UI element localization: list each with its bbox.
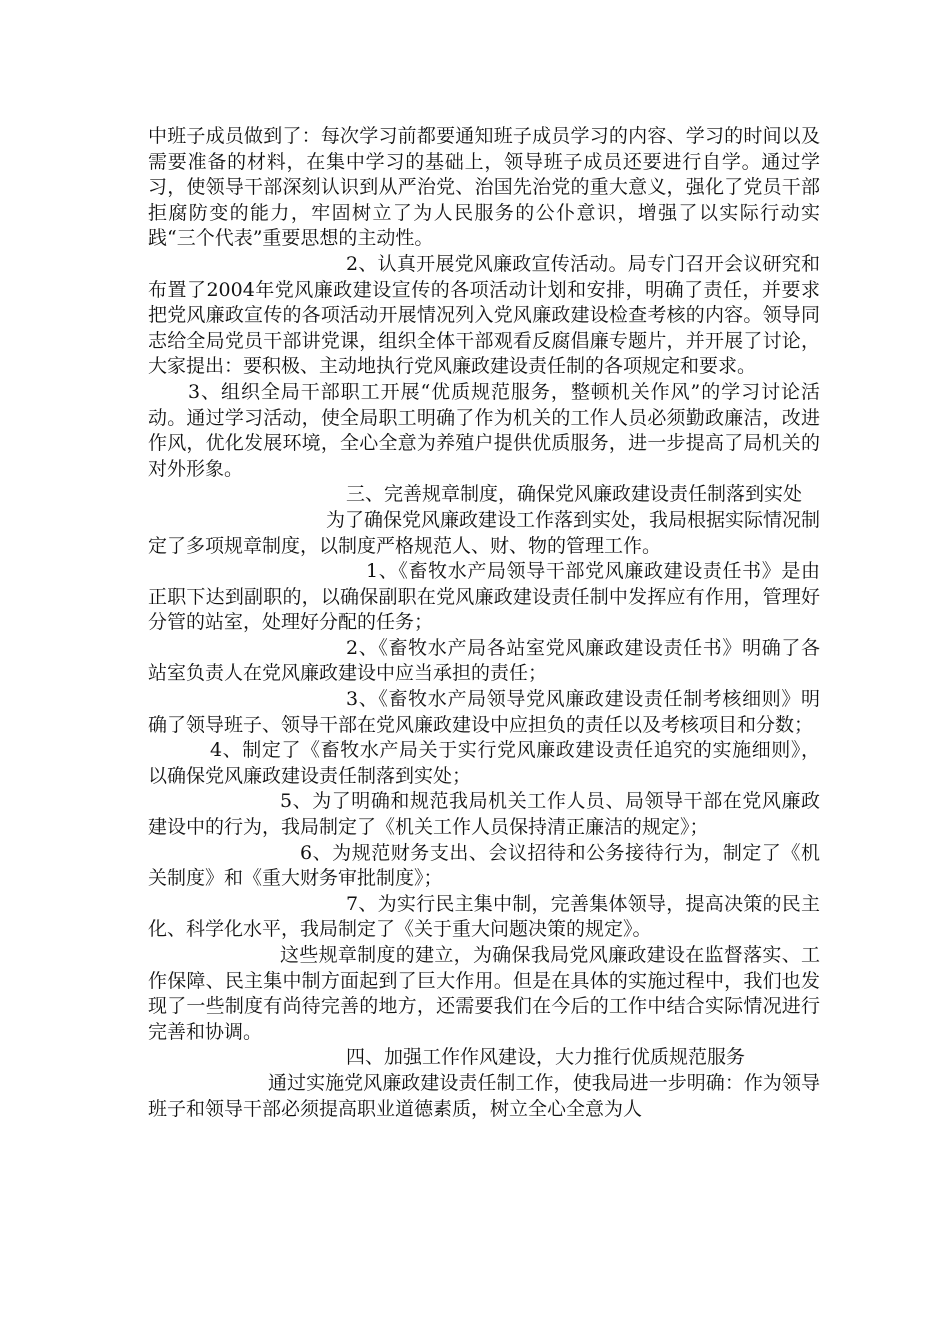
document-body [148,124,820,1122]
paragraph-work-style: 通过实施党风廉政建设责任制工作，使我局进一步明确：作为领导班子和领导干部必须提高职业道德素质，树立全心全意为人 [148,1071,820,1120]
paragraph-rule-4: 4、制定了《畜牧水产局关于实行党风廉政建设责任追究的实施细则》，以确保党风廉政建设责任制落到实处； [148,739,820,787]
paragraph-rule-7: 7、为实行民主集中制，完善集体领导，提高决策的民主化、科学化水平，我局制定了《关于重大问题决策的规定》。 [148,892,820,941]
section-heading-3: 三、完善规章制度，确保党风廉政建设责任制落到实处 [346,483,803,506]
paragraph-item-3-discussion: 3、组织全局干部职工开展“优质规范服务，整顿机关作风”的学习讨论活动。通过学习活动，使全局职工明确了作为机关的工作人员必须勤政廉洁，改进作风，优化发展环境，全心全意为养殖户提供优质服务，进一步提高了局机关的对外形象。 [148,380,820,480]
paragraph-item-2-publicity: 2、认真开展党风廉政宣传活动。局专门召开会议研究和布置了2004年党风廉政建设宣传的各项活动计划和安排，明确了责任，并要求把党风廉政宣传的各项活动开展情况列入党风廉政建设检查考核的内容。领导同志给全局党员干部讲党课，组织全体干部观看反腐倡廉专题片，并开展了讨论，大家提出：要积极、主动地执行党风廉政建设责任制的各项规定和要求。 [148,252,820,378]
paragraph-regulations-summary: 这些规章制度的建立，为确保我局党风廉政建设在监督落实、工作保障、民主集中制方面起到了巨大作用。但是在具体的实施过程中，我们也发现了一些制度有尚待完善的地方，还需要我们在今后的工作中结合实际情况进行完善和协调。 [148,944,820,1043]
section-heading-4: 四、加强工作作风建设，大力推行优质规范服务 [346,1046,746,1069]
paragraph-regulations-intro: 为了确保党风廉政建设工作落到实处，我局根据实际情况制定了多项规章制度，以制度严格规范人、财、物的管理工作。 [148,508,821,557]
paragraph-rule-5: 5、为了明确和规范我局机关工作人员、局领导干部在党风廉政建设中的行为，我局制定了《机关工作人员保持清正廉洁的规定》； [148,790,820,839]
paragraph-rule-3: 3、《畜牧水产局领导党风廉政建设责任制考核细则》明确了领导班子、领导干部在党风廉政建设中应担负的责任以及考核项目和分数； [148,688,820,736]
paragraph-rule-1: 1、《畜牧水产局领导干部党风廉政建设责任书》是由正职下达到副职的，以确保副职在党风廉政建设责任制中发挥应有作用，管理好分管的站室，处理好分配的任务； [148,560,820,634]
paragraph-rule-6: 6、为规范财务支出、会议招待和公务接待行为，制定了《机关制度》和《重大财务审批制度》； [148,841,820,890]
paragraph-rule-2: 2、《畜牧水产局各站室党风廉政建设责任书》明确了各站室负责人在党风廉政建设中应当承担的责任； [148,636,820,685]
paragraph-study-continued: 中班子成员做到了：每次学习前都要通知班子成员学习的内容、学习的时间以及需要准备的材料，在集中学习的基础上，领导班子成员还要进行自学。通过学习，使领导干部深刻认识到从严治党、治国先治党的重大意义，强化了党员干部拒腐防变的能力，牢固树立了为人民服务的公仆意识，增强了以实际行动实践“三个代表”重要思想的主动性。 [148,125,820,250]
